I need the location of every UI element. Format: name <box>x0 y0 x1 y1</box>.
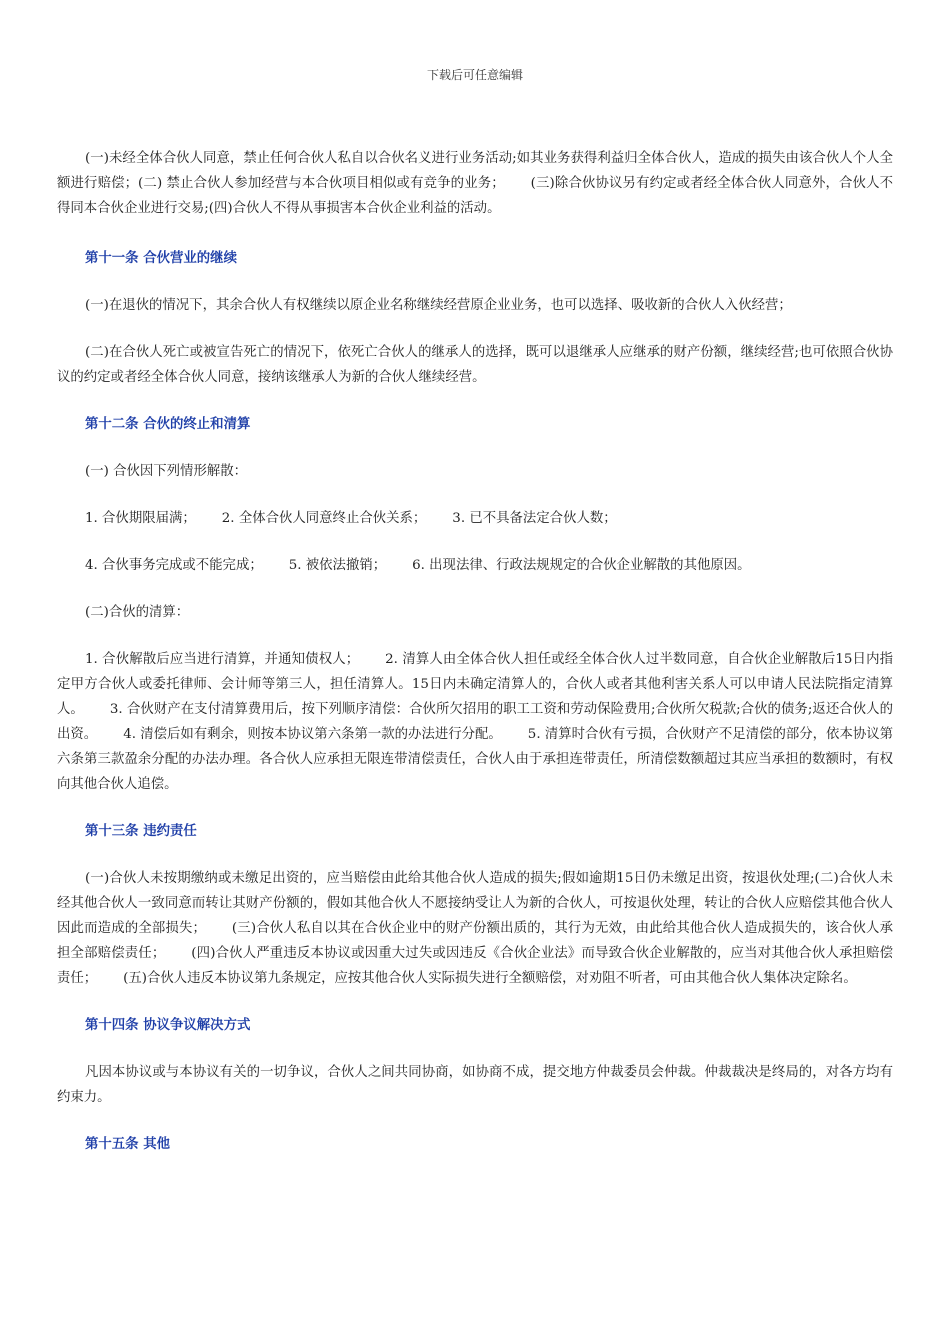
clause-1: (一)未经全体合伙人同意，禁止任何合伙人私自以合伙名义进行业务活动;如其业务获得利益归全体合伙人，造成的损失由该合伙人个人全额进行赔偿； <box>57 151 893 191</box>
paragraph-dissolution-intro: (一) 合伙因下列情形解散： <box>85 464 248 479</box>
list-item: 5. 清算时合伙有亏损，合伙财产不足清偿的部分，依本协议第六条第三款盈余分配的办法办理。各合伙人应承担无限连带清偿责任，合伙人由于承担连带责任，所清偿数额超过其应当承担的数额时，有权向其他合伙人追偿。 <box>57 727 894 792</box>
clause-2: (二) 禁止合伙人参加经营与本合伙项目相似或有竞争的业务； <box>138 176 505 191</box>
paragraph-withdrawal: (一)在退伙的情况下，其余合伙人有权继续以原企业名称继续经营原企业业务，也可以选择、吸收新的合伙人入伙经营； <box>85 298 792 313</box>
dissolution-items-4-6 <box>57 553 893 578</box>
list-item: 4. 清偿后如有剩余，则按本协议第六条第一款的办法进行分配。 <box>123 727 502 742</box>
list-item: 1. 合伙期限届满； <box>85 511 196 526</box>
article-11-heading: 第十一条 合伙营业的继续 <box>85 250 237 266</box>
list-item: 2. 全体合伙人同意终止合伙关系； <box>221 511 427 526</box>
article-12-heading: 第十二条 合伙的终止和清算 <box>85 416 251 432</box>
list-item: 5. 被依法撤销； <box>288 558 387 573</box>
list-item: 3. 已不具备法定合伙人数； <box>452 511 617 526</box>
paragraph-death: (二)在合伙人死亡或被宣告死亡的情况下，依死亡合伙人的继承人的选择，既可以退继承人应继承的财产份额，继续经营;也可依照合伙协议的约定或者经全体合伙人同意，接纳该继承人为新的合伙人继续经营。 <box>57 345 893 385</box>
article-13-heading: 第十三条 违约责任 <box>85 823 197 839</box>
paragraph-liability <box>57 866 893 991</box>
article-15-heading: 第十五条 其他 <box>85 1136 171 1152</box>
paragraph-dispute: 凡因本协议或与本协议有关的一切争议，合伙人之间共同协商，如协商不成，提交地方仲裁委员会仲裁。仲裁裁决是终局的，对各方均有约束力。 <box>57 1065 893 1105</box>
list-item: 3. 合伙财产在支付清算费用后，按下列顺序清偿：合伙所欠招用的职工工资和劳动保险费用;合伙所欠税款;合伙的债务;返还合伙人的出资。 <box>57 702 893 742</box>
clause: (四)合伙人严重违反本协议或因重大过失或因违反《合伙企业法》而导致合伙企业解散的，应当对其他合伙人承担赔偿责任； <box>57 946 894 986</box>
clause-3: (三)除合伙协议另有约定或者经全体合伙人同意外，合伙人不得同本合伙企业进行交易;(四)合伙人不得从事损害本合伙企业利益的活动。 <box>57 176 894 216</box>
dissolution-items-1-3 <box>57 506 893 531</box>
paragraph-liquidation-intro: (二)合伙的清算： <box>85 605 190 620</box>
document-body <box>57 146 893 1179</box>
clause: (一)合伙人未按期缴纳或未缴足出资的，应当赔偿由此给其他合伙人造成的损失;假如逾期15日仍未缴足出资，按退伙处理;(二)合伙人未经其他合伙人一致同意而转让其财产份额的，假如其他合伙人不愿接纳受让人为新的合伙人，可按退伙处理，转让的合伙人应赔偿其他合伙人因此而造成的全部损失； <box>57 871 893 936</box>
clause: (三)合伙人私自以其在合伙企业中的财产份额出质的，其行为无效，由此给其他合伙人造成损失的，该合伙人承担全部赔偿责任； <box>57 921 893 961</box>
list-item: 6. 出现法律、行政法规规定的合伙企业解散的其他原因。 <box>412 558 751 573</box>
paragraph-liquidation-steps <box>57 647 893 797</box>
list-item: 4. 合伙事务完成或不能完成； <box>85 558 263 573</box>
list-item: 2. 清算人由全体合伙人担任或经全体合伙人过半数同意，自合伙企业解散后15日内指定甲方合伙人或委托律师、会计师等第三人，担任清算人。15日内未确定清算人的，合伙人或者其他利害关系人可以申请人民法院指定清算人。 <box>57 652 894 717</box>
paragraph-restrictions <box>57 146 893 221</box>
article-14-heading: 第十四条 协议争议解决方式 <box>85 1017 251 1033</box>
clause: (五)合伙人违反本协议第九条规定，应按其他合伙人实际损失进行全额赔偿，对劝阻不听者，可由其他合伙人集体决定除名。 <box>123 971 857 986</box>
list-item: 1. 合伙解散后应当进行清算，并通知债权人； <box>85 652 360 667</box>
page-header: 下载后可任意编辑 <box>426 68 523 82</box>
